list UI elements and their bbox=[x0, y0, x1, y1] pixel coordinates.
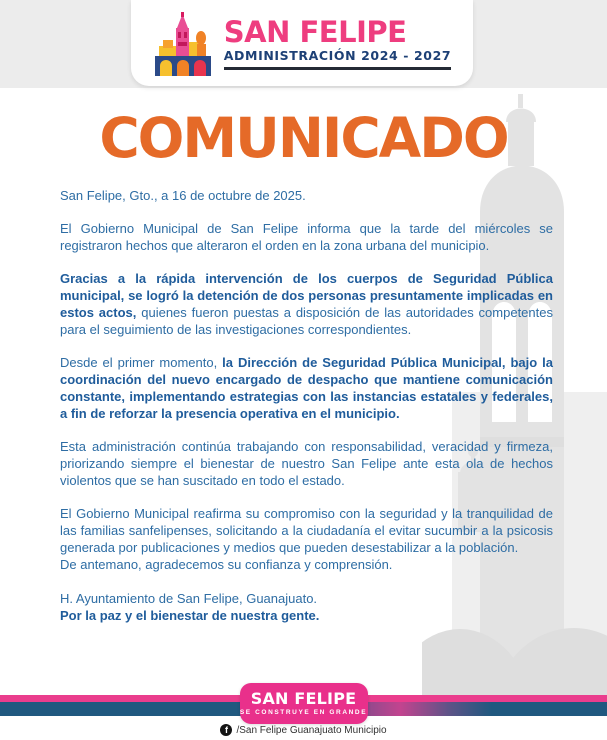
closing-block bbox=[60, 590, 553, 624]
header-card bbox=[131, 0, 473, 86]
body-content bbox=[0, 187, 607, 624]
footer-brand-slogan: SE CONSTRUYE EN GRANDE bbox=[239, 709, 368, 716]
header-brand-block bbox=[223, 14, 452, 70]
paragraph-segment: El Gobierno Municipal de San Felipe informa que la tarde del miércoles se registraron hechos que alteraron el orden en la zona urbana del municipio. bbox=[60, 221, 553, 253]
paragraph-bold-segment: Gracias a la rápida intervención de los cuerpos de Seguridad Pública municipal, se logró la detención de dos personas presuntamente implicadas en estos actos, bbox=[60, 271, 553, 320]
page-title: COMUNICADO bbox=[99, 106, 508, 170]
date-line: San Felipe, Gto., a 16 de octubre de 2025. bbox=[60, 188, 306, 203]
header-brand-name: SAN FELIPE bbox=[223, 14, 407, 49]
paragraph-segment: De antemano, agradecemos su confianza y comprensión. bbox=[60, 557, 393, 572]
footer-brand-badge bbox=[240, 683, 368, 724]
facebook-icon: f bbox=[220, 724, 232, 736]
header-administration-label: ADMINISTRACIÓN 2024 - 2027 bbox=[223, 47, 452, 63]
paragraph bbox=[60, 438, 553, 489]
paragraph bbox=[60, 220, 553, 254]
paragraph bbox=[60, 354, 553, 422]
body-paragraphs bbox=[60, 220, 553, 573]
social-row bbox=[0, 722, 607, 738]
paragraph-segment: quienes fueron puestas a disposición de las autoridades competentes para el seguimiento de las investigaciones correspondientes. bbox=[60, 305, 553, 337]
paragraph-segment: Esta administración continúa trabajando con responsabilidad, veracidad y firmeza, priorizando siempre el bienestar de nuestro San Felipe ante esta ola de hechos violentos que se han suscitado en todo el estado. bbox=[60, 439, 553, 488]
paragraph-bold-segment: la Dirección de Seguridad Pública Municipal, bajo la coordinación del nuevo encargado de despacho que mantiene comunicación constante, implementando estrategias con las instancias estatales y federales, a fin de reforzar la presencia operativa en el municipio. bbox=[60, 355, 554, 421]
paragraph-segment: El Gobierno Municipal reafirma su compromiso con la seguridad y la tranquilidad de las familias sanfelipenses, solicitando a la ciudadanía el evitar sucumbir a la psicosis generada por publicaciones y medios que pueden desestabilizar a la población. bbox=[60, 506, 553, 555]
paragraph bbox=[60, 270, 553, 338]
paragraph bbox=[60, 556, 553, 573]
closing-signature: H. Ayuntamiento de San Felipe, Guanajuato. bbox=[60, 591, 318, 606]
footer-brand-name: SAN FELIPE bbox=[250, 689, 357, 708]
paragraph bbox=[60, 505, 553, 556]
closing-slogan: Por la paz y el bienestar de nuestra gente. bbox=[60, 608, 320, 623]
facebook-handle: /San Felipe Guanajuato Municipio bbox=[236, 724, 387, 736]
town-logo-icon bbox=[153, 12, 215, 78]
paragraph-segment: Desde el primer momento, bbox=[60, 355, 223, 370]
